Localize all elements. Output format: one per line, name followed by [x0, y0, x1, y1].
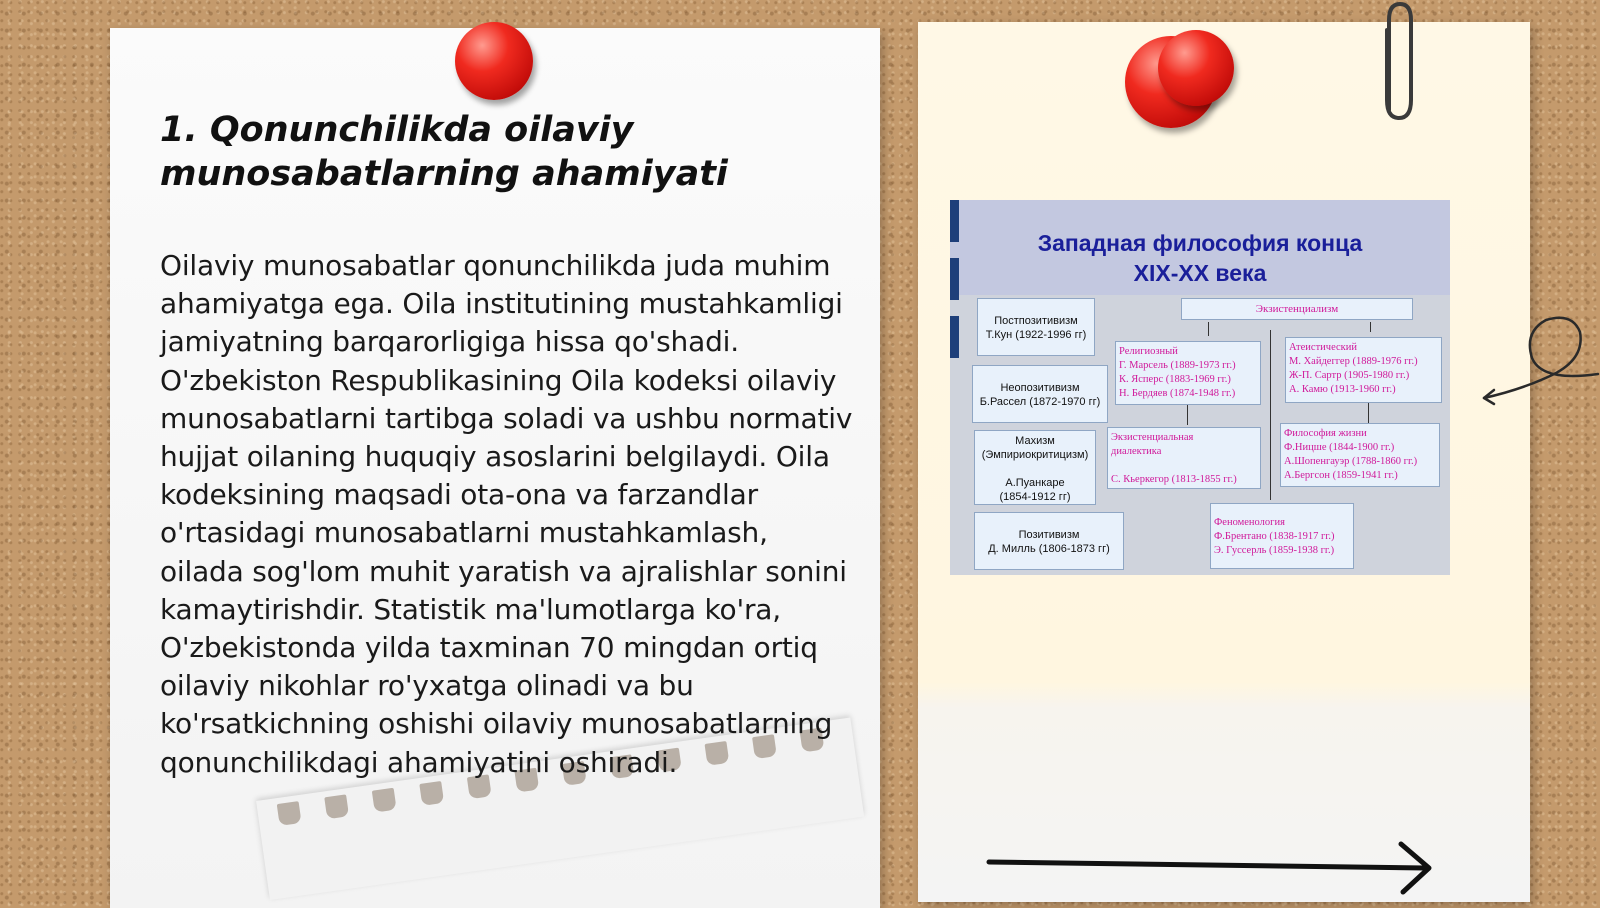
box-positivism: [974, 512, 1124, 570]
connector-line: [1368, 403, 1369, 423]
box-line: Г. Марсель (1889-1973 гг.): [1119, 360, 1236, 371]
box-atheistic: [1285, 337, 1442, 403]
box-line: Б.Рассел (1872-1970 гг): [979, 396, 1101, 408]
box-line: А. Камю (1913-1960 гг.): [1289, 384, 1396, 395]
box-religious: [1115, 341, 1261, 405]
diagram-side-bar: [950, 316, 959, 358]
box-line: Ф.Ницше (1844-1900 гг.): [1284, 442, 1395, 453]
box-line: (1854-1912 гг): [999, 491, 1071, 503]
box-line: С. Кьеркегор (1813-1855 гг.): [1111, 474, 1237, 485]
box-line: Позитивизм: [1018, 529, 1080, 541]
box-line: Философия жизни: [1284, 428, 1367, 439]
red-pushpin-right-front-icon: [1158, 30, 1234, 106]
diagram-title-line2: XIX-XX века: [1133, 260, 1267, 286]
connector-line: [1208, 322, 1209, 336]
diagram-side-bar: [950, 200, 959, 242]
red-pushpin-left-icon: [455, 22, 533, 100]
box-life-philosophy: [1280, 423, 1440, 487]
box-postpositivism: [977, 298, 1095, 356]
box-line: М. Хайдеггер (1889-1976 гг.): [1289, 356, 1418, 367]
box-line: диалектика: [1111, 446, 1162, 457]
body-paragraph: Oilaviy munosabatlar qonunchilikda juda muhim ahamiyatga ega. Oila institutining mustahkamligi jamiyatning barqarorligiga hissa qo'shadi. O'zbekiston Respublikasining Oila kodeksi oilaviy munosabatlarni tartibga soladi va ushbu normativ hujjat oilaning huquqiy asoslarini belgilaydi. Oila kodeksining maqsadi ota-ona va farzandlar o'rtasidagi munosabatlarni mustahkamlash, oilada sog'lom muhit yaratish va ajralishlar sonini kamaytirishdir. Statistik ma'lumotlarga ko'ra, O'zbekistonda yilda taxminan 70 mingdan ortiq oilaviy nikohlar ro'yxatga olinadi va bu ko'rsatkichning oshishi oilaviy munosabatlarning qonunchilikdagi ahamiyatini oshiradi.: [160, 249, 853, 779]
paper-clip-icon: [1375, 0, 1425, 130]
arrow-right-icon: [985, 838, 1450, 896]
box-line: Неопозитивизм: [1000, 382, 1080, 394]
box-line: А.Бергсон (1859-1941 гг.): [1284, 470, 1398, 481]
box-line: Феноменология: [1214, 517, 1285, 528]
box-line: Религиозный: [1119, 346, 1178, 357]
box-line: Т.Кун (1922-1996 гг): [985, 329, 1087, 341]
diagram-side-bar: [950, 258, 959, 300]
box-existential-dialectics: [1107, 427, 1261, 489]
connector-line: [1370, 322, 1371, 332]
box-line: К. Ясперс (1883-1969 гг.): [1119, 374, 1231, 385]
diagram-title-line1: Западная философия конца: [1037, 230, 1363, 256]
box-neopositivism: [972, 365, 1108, 423]
box-line: Экзистенциальная: [1111, 432, 1194, 443]
box-line: Атеистический: [1289, 342, 1357, 353]
box-line: Экзистенциализм: [1255, 303, 1339, 315]
box-line: Постпозитивизм: [994, 315, 1078, 327]
box-line: Н. Бердяев (1874-1948 гг.): [1119, 388, 1236, 399]
diagram-title: [980, 228, 1420, 288]
doodle-loop-icon: [1480, 310, 1600, 410]
box-line: [1111, 459, 1260, 473]
box-line: Д. Милль (1806-1873 гг): [988, 543, 1110, 555]
box-existentialism: [1181, 298, 1413, 320]
philosophy-diagram: [950, 200, 1450, 575]
box-line: Э. Гуссерль (1859-1938 гг.): [1214, 545, 1335, 556]
connector-line: [1187, 405, 1188, 425]
box-line: (Эмпириокритицизм): [981, 449, 1089, 461]
box-machism: [974, 430, 1096, 505]
box-line: [975, 462, 1095, 476]
connector-line: [1270, 330, 1271, 500]
box-line: А.Шопенгауэр (1788-1860 гг.): [1284, 456, 1418, 467]
box-line: Ф.Брентано (1838-1917 гг.): [1214, 531, 1335, 542]
box-line: Махизм: [1015, 435, 1055, 447]
slide-title: 1. Qonunchilikda oilaviy munosabatlarning ahamiyati: [160, 110, 728, 194]
box-line: А.Пуанкаре: [1005, 477, 1065, 489]
box-line: Ж-П. Сартр (1905-1980 гг.): [1289, 370, 1410, 381]
box-phenomenology: [1210, 503, 1354, 569]
